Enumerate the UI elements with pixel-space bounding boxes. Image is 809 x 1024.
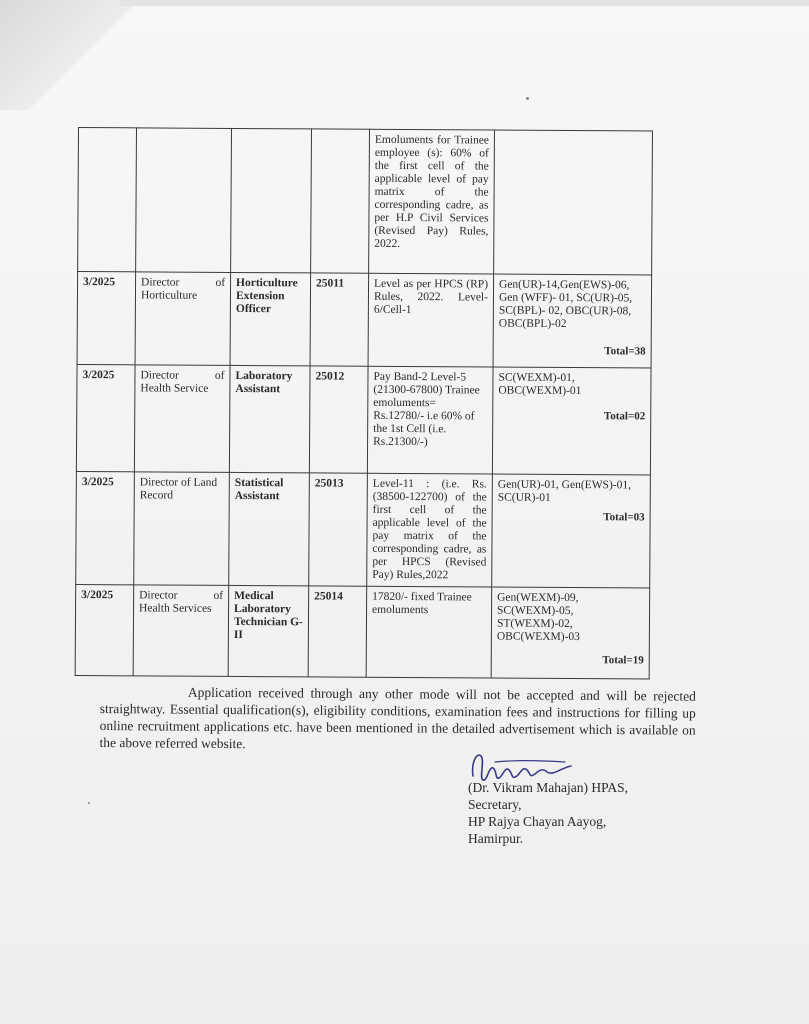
department-cell [136,128,232,273]
vacancy-table [75,127,653,680]
scan-speck [88,802,90,804]
vacancies-text: Gen(UR)-01, Gen(EWS)-01, SC(UR)-01 [497,478,632,504]
footer-text: Application received through any other mode will not be accepted and will be rejected straightway. Essential qualification(s), eligibility conditions, examination fees and instructions for filling up online recruitment applications etc. have been mentioned in the detailed advertisement which is available on the above referred website. [99,684,696,752]
vacancies-text: Gen(UR)-14,Gen(EWS)-06, Gen (WFF)- 01, SC(UR)-05, SC(BPL)- 02, OBC(UR)-08, OBC(BPL)-02 [498,278,633,330]
vacancies-cell [491,587,650,679]
post-cell: Statistical Assistant [229,472,310,585]
post-code-cell: 25011 [310,273,369,366]
vacancies-cell [492,367,651,475]
page-fold-shadow [0,0,140,110]
total-label: Total=02 [603,410,646,423]
department-cell: Director of Health Services [133,585,229,677]
post-cell [231,128,312,272]
pay-scale-cell: 17820/- fixed Trainee emoluments [366,586,492,678]
department-cell: Director of Health Service [134,365,230,473]
vacancies-cell [492,474,651,588]
department-cell: Director of Land Record [134,472,230,586]
table-row [75,584,650,679]
advt-cell: 3/2025 [75,584,134,675]
vacancies-cell [494,130,653,275]
advt-cell [78,128,137,272]
department-cell: Director of Horticulture [135,272,231,366]
table-row [76,471,651,588]
total-label: Total=19 [602,654,644,667]
vacancies-cell [493,274,652,368]
post-cell: Medical Laboratory Technician G-II [228,585,309,676]
signatory-place: Hamirpur. [468,831,524,846]
post-code-cell: 25012 [309,366,368,473]
advt-cell: 3/2025 [76,364,135,471]
post-cell: Laboratory Assistant [229,365,310,472]
page-top-edge [120,0,809,6]
post-code-cell: 25013 [309,473,368,586]
post-code-cell: 25014 [308,586,367,677]
advt-cell: 3/2025 [76,471,135,584]
pay-scale-cell: Pay Band-2 Level-5 (21300-67800) Trainee emoluments= Rs.12780/- i.e 60% of the 1st Cell (i.e. Rs.21300/-) [367,366,493,474]
total-label: Total=03 [603,511,645,524]
pay-scale-cell: Level as per HPCS (RP) Rules, 2022. Level-6/Cell-1 [368,273,494,367]
signatory-designation: Secretary, [468,797,522,812]
pay-scale-cell: Level-11 : (i.e. Rs. (38500-122700) of the first cell of the applicable level of the pay matrix of the corresponding cadre, as per HPCS (Revised Pay) Rules,2022 [367,473,493,587]
signatory-name: (Dr. Vikram Mahajan) HPAS, [468,780,629,795]
advt-cell: 3/2025 [77,272,136,365]
post-code-cell [311,129,370,273]
footer-paragraph [99,683,696,756]
table-row [76,364,651,475]
signatory-block [468,779,628,847]
signatory-organisation: HP Rajya Chayan Aayog, [468,814,607,829]
pay-scale-cell: Emoluments for Trainee employee (s): 60% of the first cell of the applicable level of pay matrix of the corresponding cadre, as per H.P Civil Services (Revised Pay) Rules, 2022. [369,129,495,274]
post-cell: Horticulture Extension Officer [230,272,311,365]
scan-speck [526,97,529,100]
vacancies-text: SC(WEXM)-01, OBC(WEXM)-01 [498,371,582,398]
table-row [77,272,652,369]
total-label: Total=38 [604,345,646,358]
vacancies-text: Gen(WEXM)-09, SC(WEXM)-05, ST(WEXM)-02, OBC(WEXM)-03 [496,591,580,644]
table-row [78,128,653,276]
